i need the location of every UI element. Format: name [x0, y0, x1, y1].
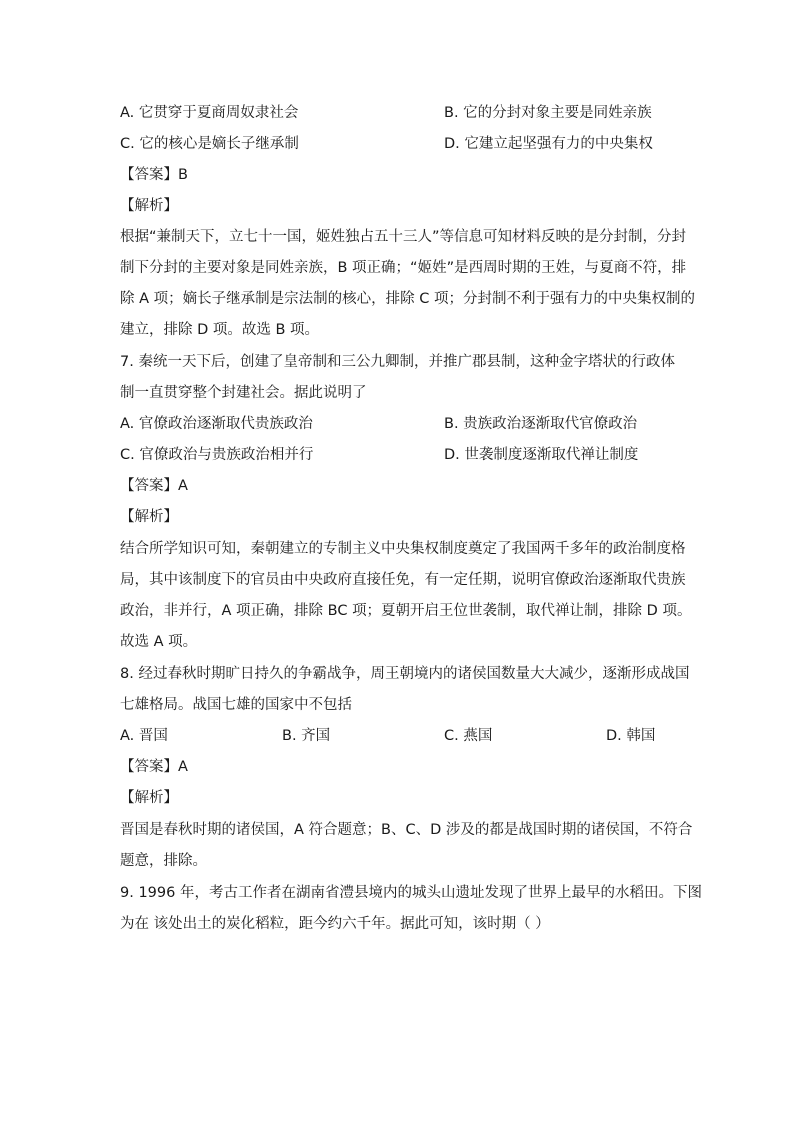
q8-answer: 【答案】A — [120, 759, 188, 775]
q8-option-b: B. 齐国 — [282, 728, 331, 744]
q6-analysis-label: 【解析】 — [120, 198, 178, 214]
q7-option-a: A. 官僚政治逐渐取代贵族政治 — [120, 416, 313, 432]
q7-answer: 【答案】A — [120, 478, 188, 494]
q8-stem-line-1: 8. 经过春秋时期旷日持久的争霸战争，周王朝境内的诸侯国数量大大减少，逐渐形成战国 — [120, 666, 690, 682]
q6-analysis-line-2: 制下分封的主要对象是同姓亲族，B 项正确；“姬姓”是西周时期的王姓，与夏商不符，排 — [120, 260, 687, 276]
q6-option-c: C. 它的核心是嫡长子继承制 — [120, 136, 299, 152]
q9-stem-line-2: 为在 该处出土的炭化稻粒，距今约六千年。据此可知，该时期（ ） — [120, 916, 550, 932]
q8-analysis-line-2: 题意，排除。 — [120, 853, 207, 869]
q8-option-c: C. 燕国 — [444, 728, 493, 744]
q9-stem-line-1: 9. 1996 年，考古工作者在湖南省澧县境内的城头山遗址发现了世界上最早的水稻田。下图 — [120, 885, 702, 901]
q6-analysis-line-1: 根据“兼制天下，立七十一国，姬姓独占五十三人”等信息可知材料反映的是分封制，分封 — [120, 229, 687, 245]
q8-stem-line-2: 七雄格局。战国七雄的国家中不包括 — [120, 697, 352, 713]
q8-option-d: D. 韩国 — [606, 728, 656, 744]
q6-option-d: D. 它建立起坚强有力的中央集权 — [444, 136, 653, 152]
q6-option-b: B. 它的分封对象主要是同姓亲族 — [444, 105, 652, 121]
q7-analysis-label: 【解析】 — [120, 509, 178, 525]
q7-option-c: C. 官僚政治与贵族政治相并行 — [120, 447, 314, 463]
q7-stem-line-2: 制一直贯穿整个封建社会。据此说明了 — [120, 385, 367, 401]
q8-analysis-line-1: 晋国是春秋时期的诸侯国，A 符合题意；B、C、D 涉及的都是战国时期的诸侯国，不符合 — [120, 822, 693, 838]
q7-analysis-line-4: 故选 A 项。 — [120, 634, 198, 650]
q7-analysis-line-2: 局，其中该制度下的官员由中央政府直接任免，有一定任期，说明官僚政治逐渐取代贵族 — [120, 572, 686, 588]
q6-analysis-line-3: 除 A 项；嫡长子继承制是宗法制的核心，排除 C 项；分封制不利于强有力的中央集权制的 — [120, 291, 695, 307]
q7-option-b: B. 贵族政治逐渐取代官僚政治 — [444, 416, 638, 432]
q6-answer: 【答案】B — [120, 167, 188, 183]
q7-analysis-line-1: 结合所学知识可知，秦朝建立的专制主义中央集权制度奠定了我国两千多年的政治制度格 — [120, 541, 686, 557]
q8-option-a: A. 晋国 — [120, 728, 168, 744]
q6-option-a: A. 它贯穿于夏商周奴隶社会 — [120, 105, 299, 121]
q7-option-d: D. 世袭制度逐渐取代禅让制度 — [444, 447, 639, 463]
q7-analysis-line-3: 政治，非并行，A 项正确，排除 BC 项；夏朝开启王位世袭制，取代禅让制，排除 D 项。 — [120, 603, 692, 619]
q7-stem-line-1: 7. 秦统一天下后，创建了皇帝制和三公九卿制，并推广郡县制，这种金字塔状的行政体 — [120, 354, 675, 370]
q8-analysis-label: 【解析】 — [120, 790, 178, 806]
q6-analysis-line-4: 建立，排除 D 项。故选 B 项。 — [120, 322, 320, 338]
